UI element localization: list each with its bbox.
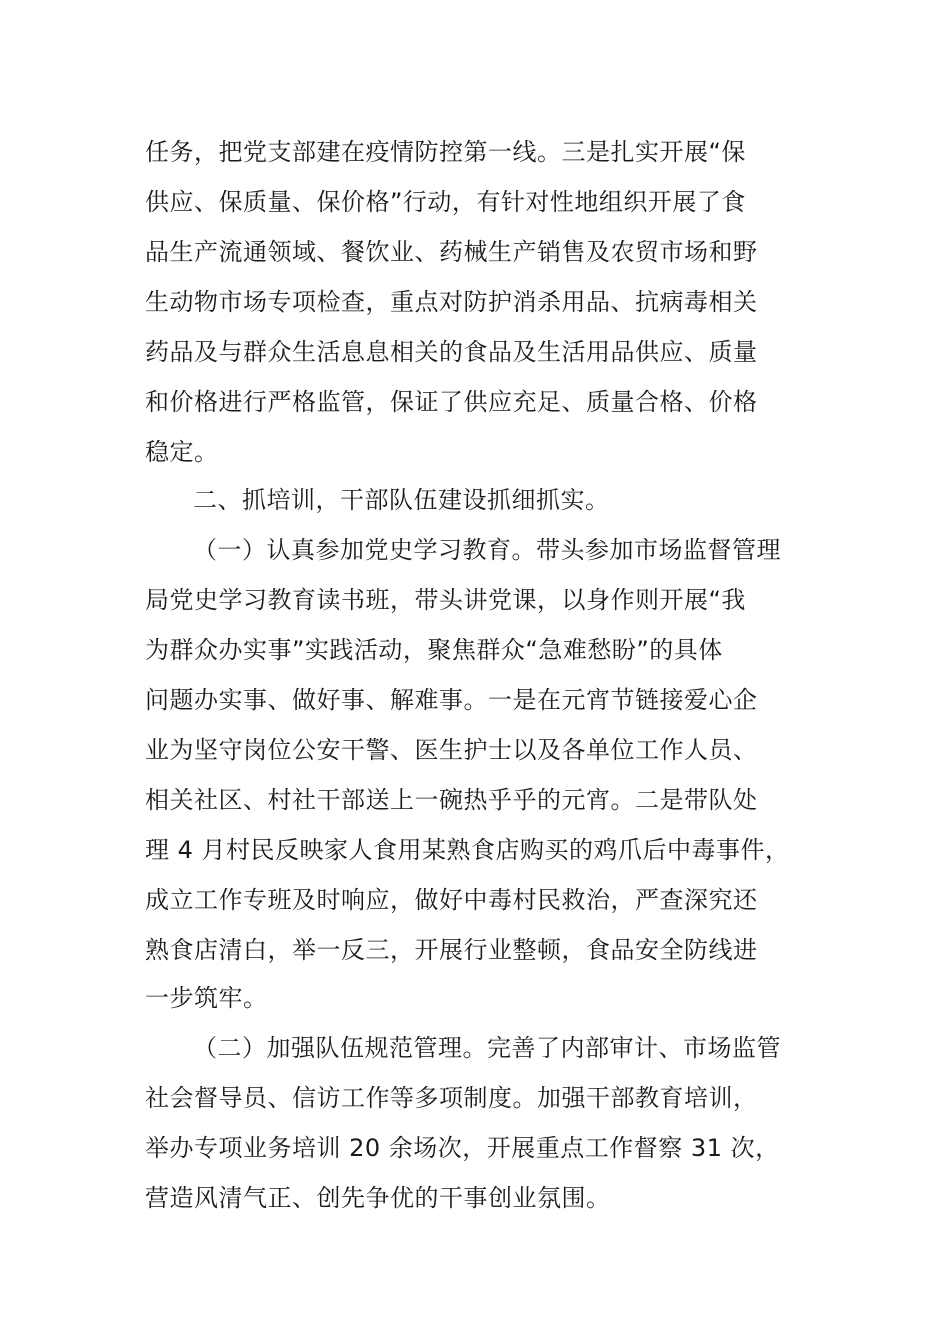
text-line: 成立工作专班及时响应，做好中毒村民救治，严查深究还 bbox=[145, 886, 758, 914]
text-line: 理 4 月村民反映家人食用某熟食店购买的鸡爪后中毒事件， bbox=[145, 836, 790, 864]
text-line: 任务，把党支部建在疫情防控第一线。三是扎实开展“保 bbox=[145, 138, 746, 166]
text-line: 社会督导员、信访工作等多项制度。加强干部教育培训， bbox=[145, 1084, 758, 1112]
text-line: 业为坚守岗位公安干警、医生护士以及各单位工作人员、 bbox=[145, 736, 758, 764]
text-line: 局党史学习教育读书班，带头讲党课，以身作则开展“我 bbox=[145, 586, 746, 614]
text-line: 品生产流通领域、餐饮业、药械生产销售及农贸市场和野 bbox=[145, 238, 758, 266]
text-line: 供应、保质量、保价格”行动，有针对性地组织开展了食 bbox=[145, 188, 746, 216]
text-line: （二）加强队伍规范管理。完善了内部审计、市场监管 bbox=[193, 1034, 781, 1062]
text-line: 问题办实事、做好事、解难事。一是在元宵节链接爱心企 bbox=[145, 686, 758, 714]
text-line: 一步筑牢。 bbox=[145, 984, 268, 1012]
text-line: （一）认真参加党史学习教育。带头参加市场监督管理 bbox=[193, 536, 781, 564]
text-line: 营造风清气正、创先争优的干事创业氛围。 bbox=[145, 1184, 611, 1212]
text-line: 和价格进行严格监管，保证了供应充足、质量合格、价格 bbox=[145, 388, 758, 416]
section-heading: 二、抓培训，干部队伍建设抓细抓实。 bbox=[193, 486, 610, 514]
text-line: 为群众办实事”实践活动，聚焦群众“急难愁盼”的具体 bbox=[145, 636, 723, 664]
text-line: 药品及与群众生活息息相关的食品及生活用品供应、质量 bbox=[145, 338, 758, 366]
text-line: 稳定。 bbox=[145, 438, 219, 466]
text-line: 熟食店清白，举一反三，开展行业整顿，食品安全防线进 bbox=[145, 936, 758, 964]
text-line: 举办专项业务培训 20 余场次，开展重点工作督察 31 次， bbox=[145, 1134, 780, 1162]
text-line: 生动物市场专项检查，重点对防护消杀用品、抗病毒相关 bbox=[145, 288, 758, 316]
text-line: 相关社区、村社干部送上一碗热乎乎的元宵。二是带队处 bbox=[145, 786, 758, 814]
